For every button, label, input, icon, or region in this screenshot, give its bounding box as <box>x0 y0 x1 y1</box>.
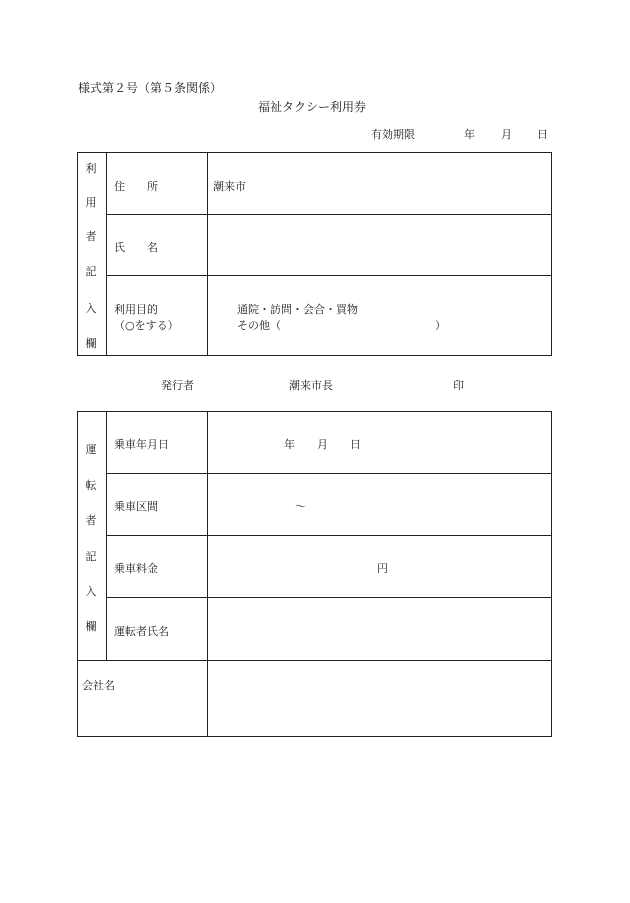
page-title: 福祉タクシー利用券 <box>258 100 367 114</box>
name-label: 氏 名 <box>114 241 158 254</box>
driver-name-label: 運転者氏名 <box>114 625 169 638</box>
purpose-label: 利用目的 <box>114 303 158 316</box>
form-number: 様式第２号（第５条関係） <box>78 81 223 95</box>
validity-label: 有効期限 <box>371 128 415 141</box>
validity-year: 年 <box>464 128 475 141</box>
purpose-other: その他（ ） <box>237 319 446 332</box>
fare-label: 乗車料金 <box>114 562 158 575</box>
validity-month: 月 <box>501 128 512 141</box>
issuer-name: 潮来市長 <box>289 379 333 392</box>
issuer-label: 発行者 <box>161 379 194 392</box>
driver-section-header: 運 転 者 記 入 欄 <box>85 443 97 633</box>
ride-section-separator: ～ <box>295 500 306 513</box>
seal-mark: 印 <box>453 379 464 392</box>
ride-section-label: 乗車区間 <box>114 500 158 513</box>
ride-date-value: 年 月 日 <box>284 438 361 451</box>
address-value: 潮来市 <box>213 180 246 193</box>
fare-unit: 円 <box>377 562 388 575</box>
company-label: 会社名 <box>82 679 115 692</box>
purpose-note: （○をする） <box>114 319 179 332</box>
validity-day: 日 <box>537 128 548 141</box>
address-label: 住 所 <box>114 180 158 193</box>
purpose-options: 通院・訪問・会合・買物 <box>237 303 358 316</box>
user-section-header: 利 用 者 記 入 欄 <box>85 162 97 350</box>
ride-date-label: 乗車年月日 <box>114 438 169 451</box>
